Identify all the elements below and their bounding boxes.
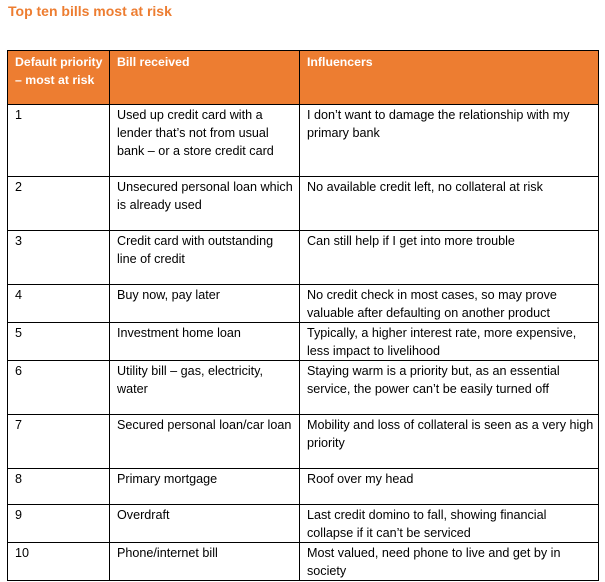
priority-cell: 7 bbox=[8, 415, 110, 469]
influencers-cell: Most valued, need phone to live and get by in society bbox=[300, 543, 599, 581]
header-default-priority: Default priority – most at risk bbox=[8, 51, 110, 105]
bill-cell: Overdraft bbox=[110, 505, 300, 543]
bill-cell: Primary mortgage bbox=[110, 469, 300, 505]
priority-cell: 8 bbox=[8, 469, 110, 505]
table-row bbox=[8, 177, 599, 231]
priority-cell: 3 bbox=[8, 231, 110, 285]
bill-cell: Used up credit card with a lender that’s not from usual bank – or a store credit card bbox=[110, 105, 300, 177]
table-row bbox=[8, 543, 599, 581]
priority-cell: 10 bbox=[8, 543, 110, 581]
bills-table bbox=[7, 50, 599, 581]
bill-cell: Secured personal loan/car loan bbox=[110, 415, 300, 469]
influencers-cell: Typically, a higher interest rate, more expensive, less impact to livelihood bbox=[300, 323, 599, 361]
bill-cell: Investment home loan bbox=[110, 323, 300, 361]
table-row bbox=[8, 231, 599, 285]
influencers-cell: Roof over my head bbox=[300, 469, 599, 505]
bill-cell: Utility bill – gas, electricity, water bbox=[110, 361, 300, 415]
header-bill-received: Bill received bbox=[110, 51, 300, 105]
priority-cell: 6 bbox=[8, 361, 110, 415]
header-influencers: Influencers bbox=[300, 51, 599, 105]
table-row bbox=[8, 469, 599, 505]
influencers-cell: No credit check in most cases, so may prove valuable after defaulting on another product bbox=[300, 285, 599, 323]
influencers-cell: Can still help if I get into more trouble bbox=[300, 231, 599, 285]
priority-cell: 5 bbox=[8, 323, 110, 361]
influencers-cell: Staying warm is a priority but, as an essential service, the power can’t be easily turned off bbox=[300, 361, 599, 415]
bill-cell: Phone/internet bill bbox=[110, 543, 300, 581]
table-header-row bbox=[8, 51, 599, 105]
priority-cell: 4 bbox=[8, 285, 110, 323]
priority-cell: 9 bbox=[8, 505, 110, 543]
bill-cell: Unsecured personal loan which is already used bbox=[110, 177, 300, 231]
bill-cell: Buy now, pay later bbox=[110, 285, 300, 323]
page-title: Top ten bills most at risk bbox=[8, 3, 172, 19]
influencers-cell: Last credit domino to fall, showing financial collapse if it can’t be serviced bbox=[300, 505, 599, 543]
influencers-cell: Mobility and loss of collateral is seen as a very high priority bbox=[300, 415, 599, 469]
table-row bbox=[8, 105, 599, 177]
table-row bbox=[8, 323, 599, 361]
table-row bbox=[8, 285, 599, 323]
table-row bbox=[8, 415, 599, 469]
table-row bbox=[8, 505, 599, 543]
table-row bbox=[8, 361, 599, 415]
influencers-cell: No available credit left, no collateral at risk bbox=[300, 177, 599, 231]
influencers-cell: I don’t want to damage the relationship with my primary bank bbox=[300, 105, 599, 177]
priority-cell: 1 bbox=[8, 105, 110, 177]
priority-cell: 2 bbox=[8, 177, 110, 231]
bill-cell: Credit card with outstanding line of credit bbox=[110, 231, 300, 285]
